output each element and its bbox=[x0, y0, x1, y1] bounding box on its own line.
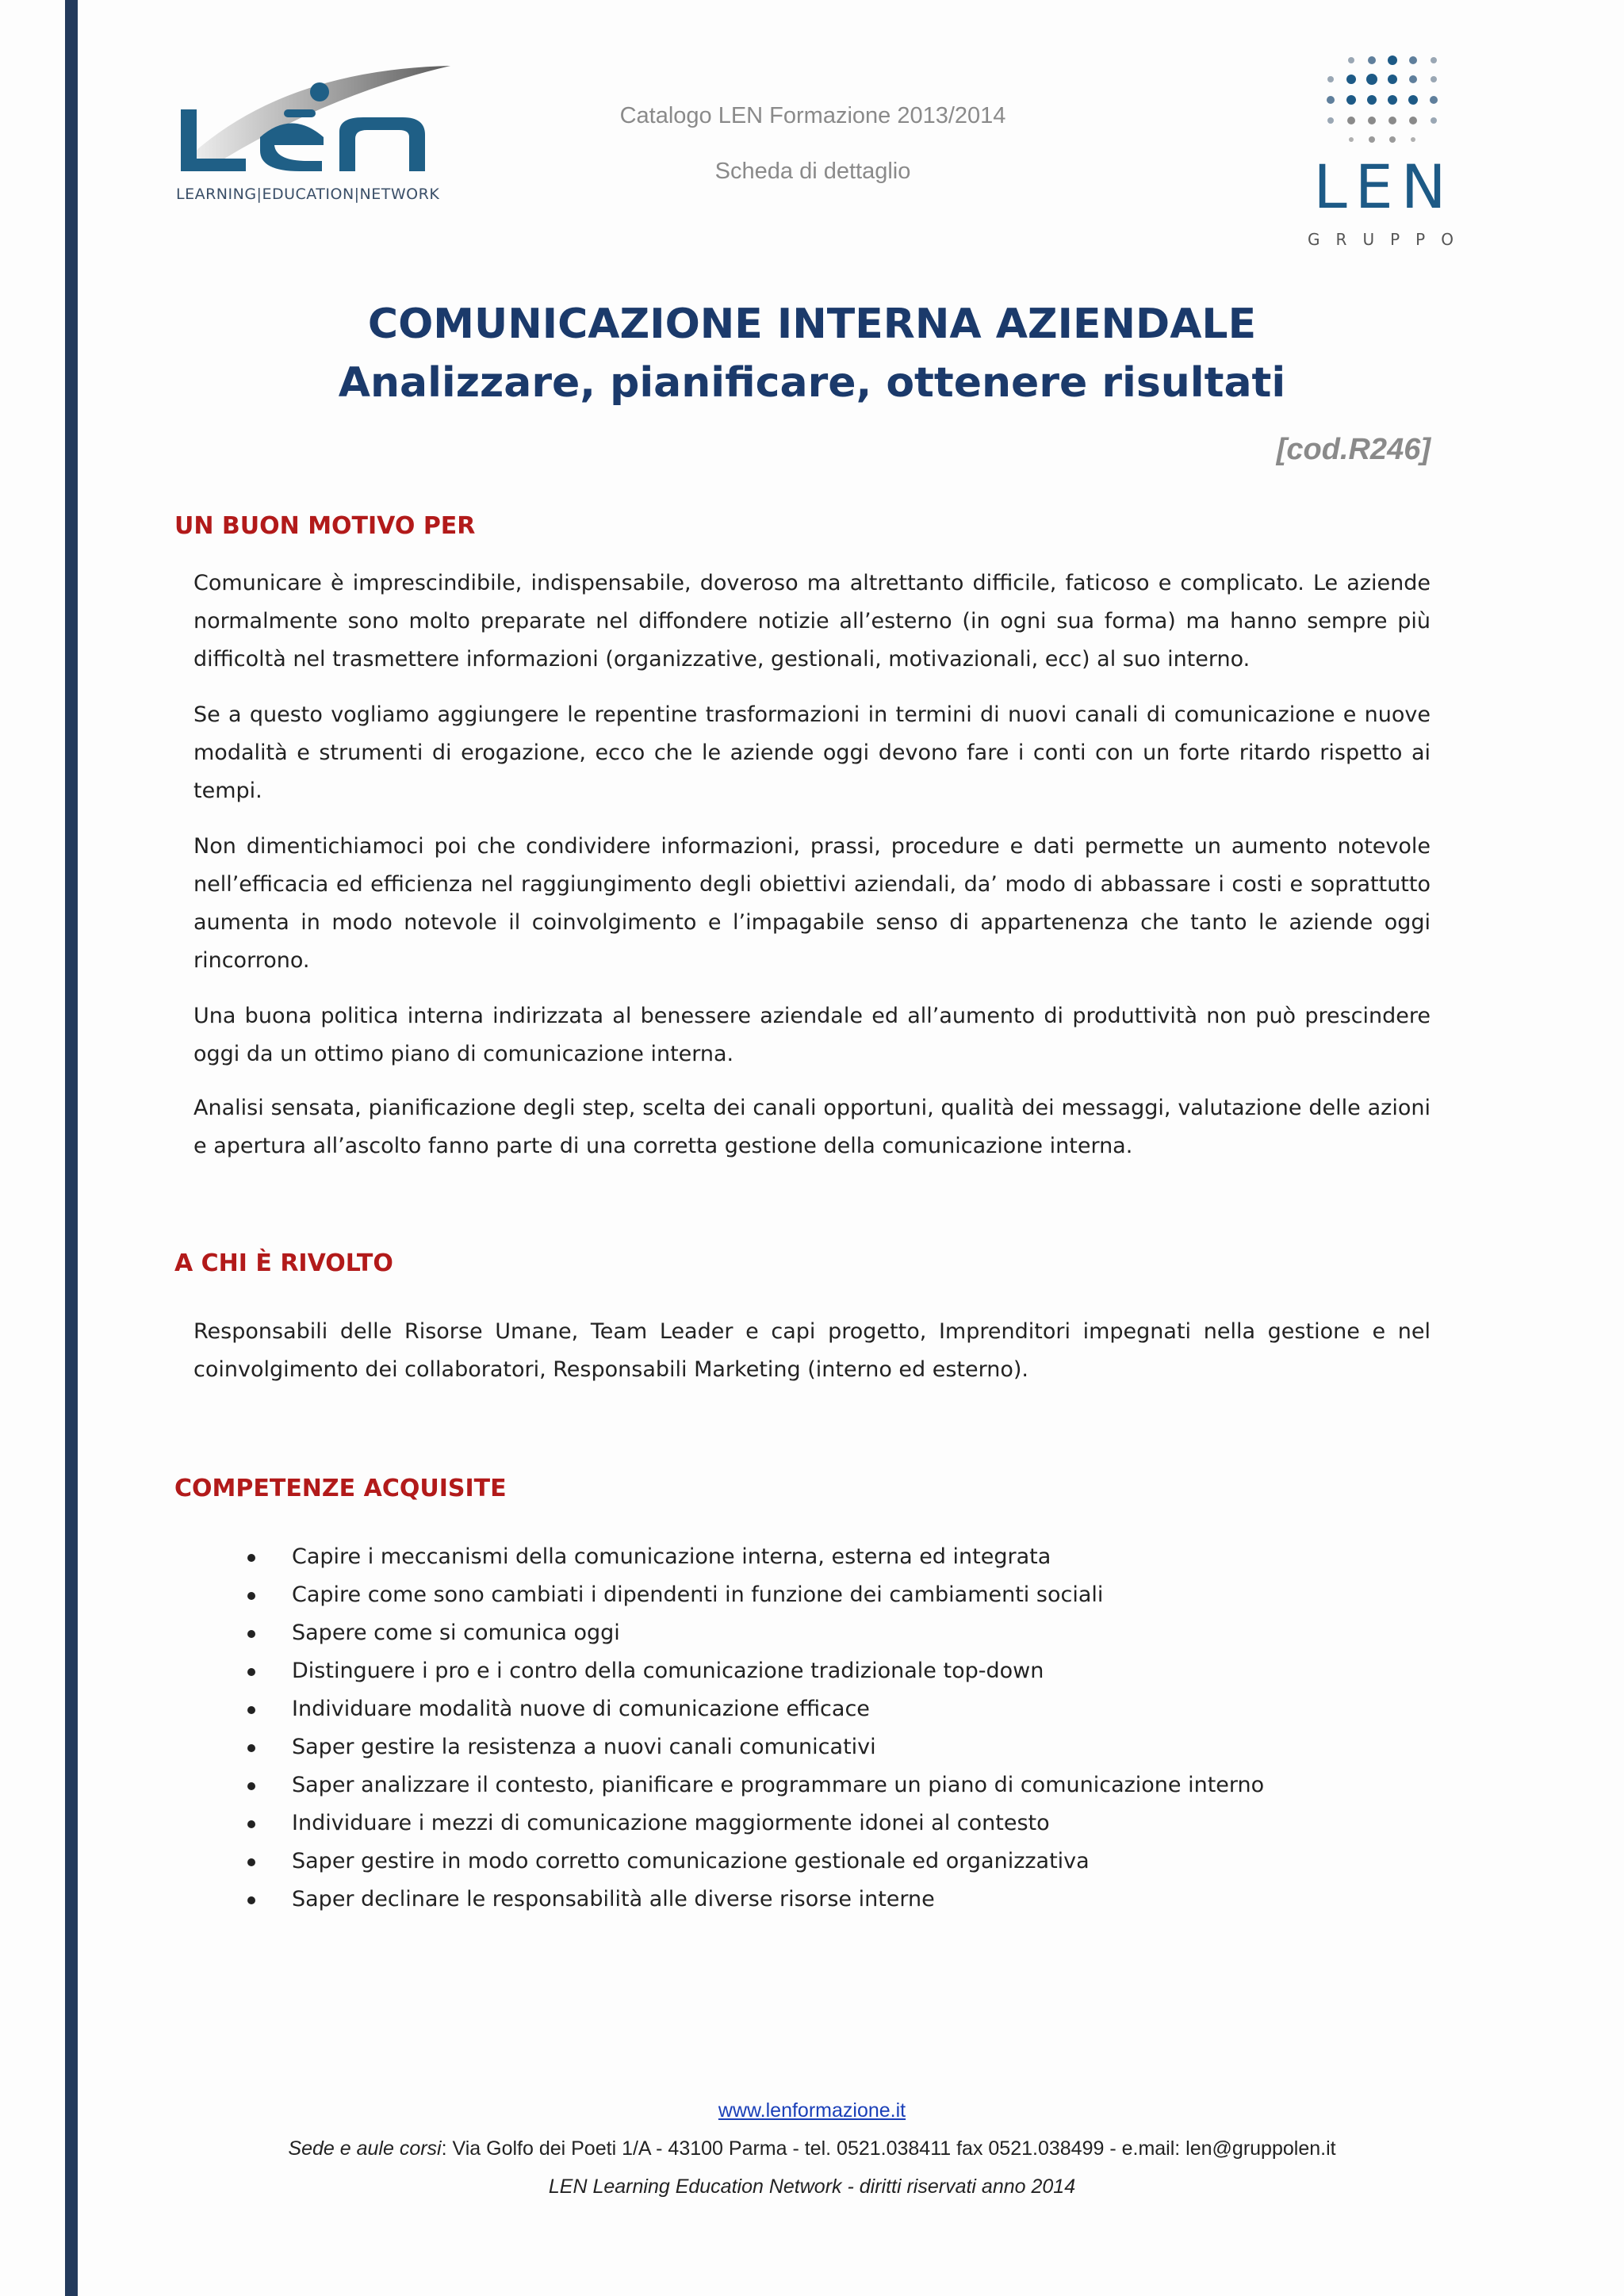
motivo-paragraph-3: Non dimentichiamoci poi che condividere informazioni, prassi, procedure e dati permette un aumento notevole nell’efficacia ed efficienza nel raggiungimento degli obiettivi aziendali, da’ modo di abbassare i costi e soprattutto aumenta in modo notevole il coinvolgimento e l’impagabile senso di appartenenza che tanto le aziende oggi rincorrono. bbox=[193, 834, 1431, 973]
bullet-icon bbox=[247, 1820, 255, 1828]
footer-address bbox=[79, 2137, 1545, 2160]
list-item bbox=[193, 1766, 1431, 1804]
list-item bbox=[193, 1843, 1431, 1881]
logo-dot bbox=[1346, 75, 1356, 84]
list-item-text: Saper declinare le responsabilità alle diverse risorse interne bbox=[292, 1887, 935, 1911]
logo-dot bbox=[1348, 57, 1354, 63]
motivo-paragraph-1: Comunicare è imprescindibile, indispensabile, doveroso ma altrettanto difficile, faticoso e complicato. Le aziende normalmente sono molto preparate nel diffondere notizie all’esterno (in ogni sua forma) ma hanno sempre più difficoltà nel trasmettere informazioni (organizzative, gestionali, motivazionali, ecc) al suo interno. bbox=[193, 571, 1431, 672]
logo-dot bbox=[1388, 75, 1397, 84]
logo-right-word: LEN bbox=[1313, 151, 1454, 222]
logo-dot bbox=[1409, 75, 1417, 83]
bullet-icon bbox=[247, 1668, 255, 1676]
bullet-icon bbox=[247, 1896, 255, 1904]
list-item-text: Saper gestire la resistenza a nuovi canali comunicativi bbox=[292, 1735, 876, 1759]
logo-dot bbox=[1408, 95, 1418, 105]
website-link[interactable]: www.lenformazione.it bbox=[718, 2099, 906, 2122]
address-label: Sede e aule corsi bbox=[288, 2137, 442, 2160]
list-item-text: Distinguere i pro e i contro della comunicazione tradizionale top-down bbox=[292, 1659, 1044, 1683]
list-item-text: Capire i meccanismi della comunicazione interna, esterna ed integrata bbox=[292, 1544, 1051, 1569]
list-item-text: Saper analizzare il contesto, pianificare e programmare un piano di comunicazione interno bbox=[292, 1773, 1265, 1797]
list-item bbox=[193, 1690, 1431, 1728]
logo-dot bbox=[1349, 137, 1354, 142]
bullet-icon bbox=[247, 1744, 255, 1752]
logo-dot bbox=[1369, 136, 1375, 143]
list-item bbox=[193, 1652, 1431, 1690]
logo-dot bbox=[1327, 76, 1334, 82]
logo-tagline: LEARNING|EDUCATION|NETWORK bbox=[176, 186, 440, 203]
logo-dot bbox=[1409, 56, 1417, 64]
logo-right-sub: GRUPPO bbox=[1308, 230, 1469, 249]
list-item-text: Individuare modalità nuove di comunicazione efficace bbox=[292, 1697, 870, 1721]
motivo-paragraph-4: Una buona politica interna indirizzata al benessere aziendale ed all’aumento di produttività non può prescindere oggi da un ottimo piano di comunicazione interna. bbox=[193, 1004, 1431, 1066]
logo-dot bbox=[1327, 96, 1335, 104]
heading-competenze: COMPETENZE ACQUISITE bbox=[174, 1475, 507, 1502]
title-line-1: COMUNICAZIONE INTERNA AZIENDALE bbox=[367, 300, 1257, 348]
course-code: [cod.R246] bbox=[1276, 433, 1431, 466]
logo-dot bbox=[1366, 74, 1377, 85]
competenze-list bbox=[193, 1538, 1431, 1919]
left-accent-bar bbox=[65, 0, 78, 2296]
header-center bbox=[555, 103, 1071, 214]
logo-dot bbox=[1388, 117, 1396, 124]
logo-dot bbox=[1368, 56, 1376, 64]
bullet-icon bbox=[247, 1630, 255, 1638]
bullet-icon bbox=[247, 1858, 255, 1866]
address-text: : Via Golfo dei Poeti 1/A - 43100 Parma - tel. 0521.038411 fax 0521.038499 - e.mail: len@gruppolen.it bbox=[441, 2137, 1336, 2160]
list-item bbox=[193, 1881, 1431, 1919]
logo-dot bbox=[1409, 117, 1417, 124]
bullet-icon bbox=[247, 1782, 255, 1790]
logo-dot bbox=[1346, 95, 1356, 105]
footer-rights: LEN Learning Education Network - diritti riservati anno 2014 bbox=[548, 2175, 1076, 2198]
logo-dot bbox=[1430, 96, 1438, 104]
logo-dot bbox=[1431, 76, 1437, 82]
catalog-line: Catalogo LEN Formazione 2013/2014 bbox=[619, 103, 1006, 128]
bullet-icon bbox=[247, 1706, 255, 1714]
title-line-2: Analizzare, pianificare, ottenere risultati bbox=[338, 359, 1286, 407]
rivolto-paragraph: Responsabili delle Risorse Umane, Team Leader e capi progetto, Imprenditori impegnati nella gestione e nel coinvolgimento dei collaboratori, Responsabili Marketing (interno ed esterno). bbox=[193, 1319, 1431, 1382]
len-gruppo-logo bbox=[1293, 54, 1475, 252]
bullet-icon bbox=[247, 1554, 255, 1562]
detail-sheet-line: Scheda di dettaglio bbox=[714, 159, 911, 184]
list-item bbox=[193, 1614, 1431, 1652]
logo-dot bbox=[1388, 55, 1397, 65]
logo-dot bbox=[1388, 95, 1397, 105]
logo-dot bbox=[1368, 117, 1376, 124]
len-logo-graphic bbox=[173, 62, 458, 181]
logo-dot bbox=[1367, 95, 1377, 105]
list-item-text: Saper gestire in modo corretto comunicazione gestionale ed organizzativa bbox=[292, 1849, 1090, 1873]
list-item bbox=[193, 1728, 1431, 1766]
logo-dot bbox=[1347, 117, 1355, 124]
motivo-paragraph-5: Analisi sensata, pianificazione degli step, scelta dei canali opportuni, qualità dei messaggi, valutazione delle azioni e apertura all’ascolto fanno parte di una corretta gestione della comunicazione interna. bbox=[193, 1096, 1431, 1158]
list-item-text: Capire come sono cambiati i dipendenti in funzione dei cambiamenti sociali bbox=[292, 1582, 1104, 1607]
list-item-text: Individuare i mezzi di comunicazione maggiormente idonei al contesto bbox=[292, 1811, 1050, 1835]
heading-motivo: UN BUON MOTIVO PER bbox=[174, 512, 476, 540]
list-item bbox=[193, 1538, 1431, 1576]
logo-dot bbox=[1411, 137, 1415, 142]
list-item-text: Sapere come si comunica oggi bbox=[292, 1621, 620, 1645]
logo-dot bbox=[1389, 136, 1396, 143]
footer-website-row bbox=[79, 2099, 1545, 2122]
page-title bbox=[159, 295, 1465, 412]
logo-dot bbox=[1327, 117, 1334, 124]
heading-rivolto: A CHI È RIVOLTO bbox=[174, 1249, 393, 1277]
logo-dot bbox=[1431, 57, 1437, 63]
logo-dot bbox=[1431, 117, 1437, 124]
list-item bbox=[193, 1804, 1431, 1843]
list-item bbox=[193, 1576, 1431, 1614]
motivo-paragraph-2: Se a questo vogliamo aggiungere le repentine trasformazioni in termini di nuovi canali di comunicazione e nuove modalità e strumenti di erogazione, ecco che le aziende oggi devono fare i conti con un forte ritardo rispetto ai tempi. bbox=[193, 702, 1431, 803]
bullet-icon bbox=[247, 1592, 255, 1600]
len-logo-left bbox=[173, 62, 458, 212]
